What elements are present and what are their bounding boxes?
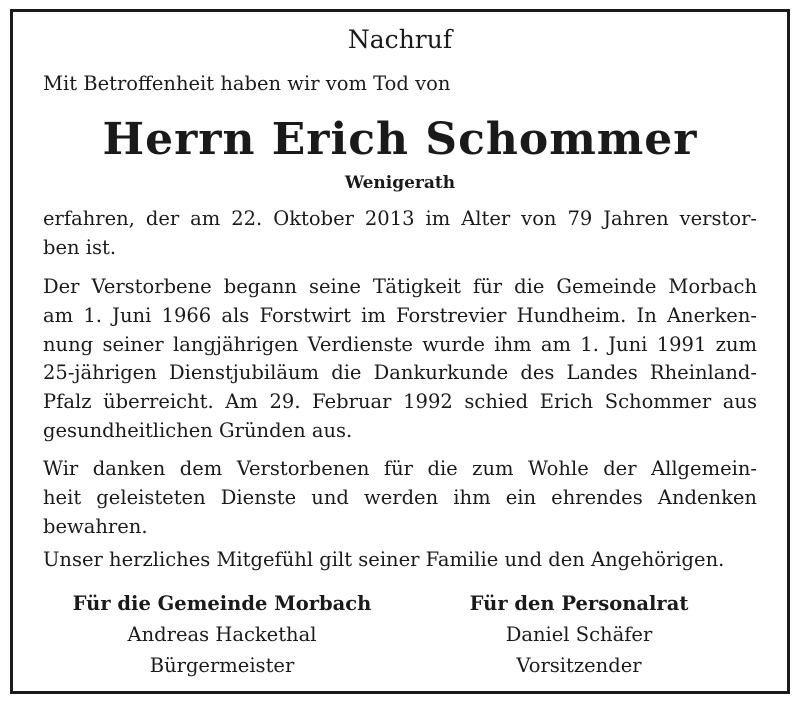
text-line: erfahren, der am 22. Oktober 2013 im Alter von 79 Jahren verstor- — [43, 207, 757, 230]
signature-block-municipality — [43, 588, 401, 681]
text-line: Wir danken dem Verstorbenen für die zum Wohle der Allgemein- — [43, 457, 757, 480]
text-line: nung seiner langjährigen Verdienste wurde ihm am 1. Juni 1991 zum — [43, 332, 757, 356]
intro-line: Mit Betroffenheit haben wir vom Tod von — [43, 72, 451, 95]
text-line: ben ist. — [43, 235, 117, 259]
paragraph-condolences — [43, 546, 757, 575]
text-line: Pfalz überreicht. Am 29. Februar 1992 schied Erich Schommer aus — [43, 390, 757, 414]
text-line: heit geleisteten Dienste und werden ihm ein ehrendes Andenken — [43, 485, 757, 509]
paragraph-career — [43, 273, 757, 446]
text-line: bewahren. — [43, 514, 148, 538]
signature-org: Für den Personalrat — [469, 592, 689, 615]
signature-title: Vorsitzender — [516, 654, 642, 677]
paragraph-thanks — [43, 455, 757, 541]
signature-block-staff-council — [400, 588, 758, 681]
signature-title: Bürgermeister — [149, 654, 295, 677]
signature-person: Andreas Hackethal — [127, 623, 317, 646]
text-line: gesundheitlichen Gründen aus. — [43, 418, 353, 442]
paragraph-death-info — [43, 205, 757, 263]
text-line: Der Verstorbene begann seine Tätigkeit für die Gemeinde Morbach — [43, 275, 757, 298]
notice-heading: Nachruf — [347, 25, 453, 54]
text-line: am 1. Juni 1966 als Forstwirt im Forstrevier Hundheim. In Anerken- — [43, 303, 757, 327]
signature-org: Für die Gemeinde Morbach — [72, 592, 372, 615]
deceased-place: Wenigerath — [344, 173, 456, 193]
deceased-name: Herrn Erich Schommer — [102, 114, 698, 165]
text-line: 25-jährigen Dienstjubiläum die Dankurkunde des Landes Rheinland- — [43, 361, 757, 385]
signature-person: Daniel Schäfer — [505, 623, 653, 646]
text-line: Unser herzliches Mitgefühl gilt seiner Familie und den Angehörigen. — [43, 548, 725, 571]
